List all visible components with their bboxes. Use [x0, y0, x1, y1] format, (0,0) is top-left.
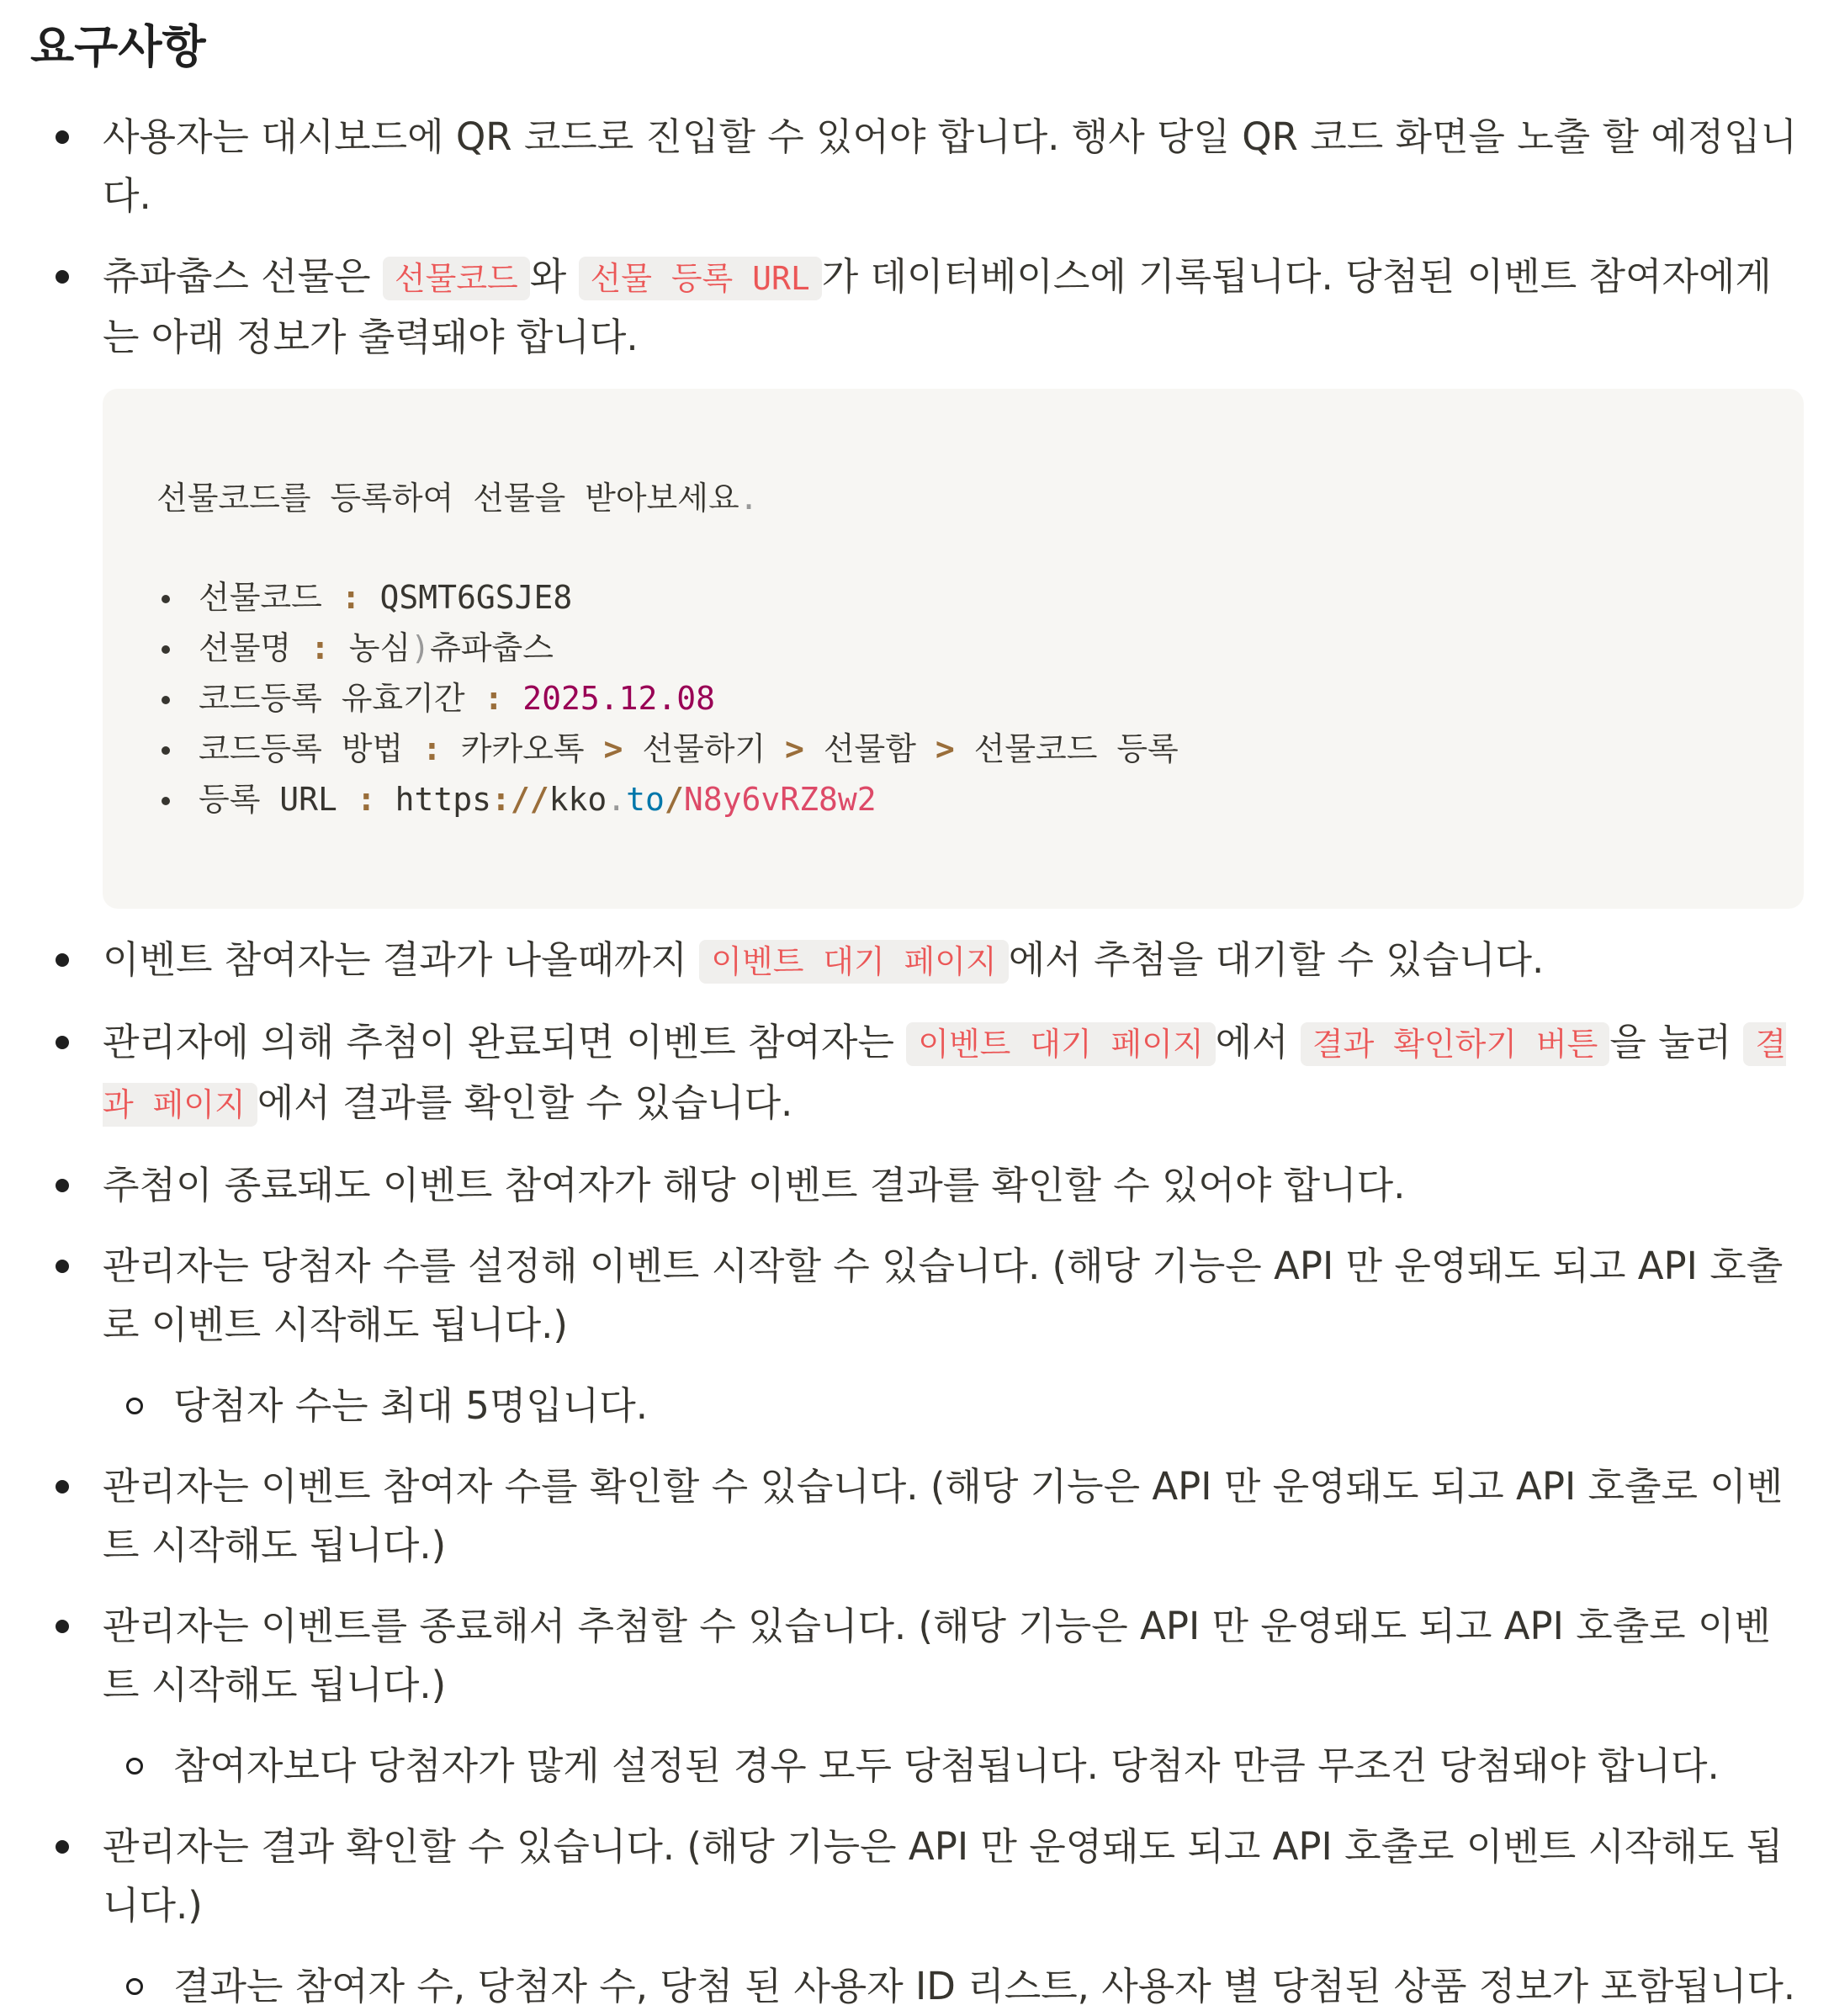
- inline-code: 선물 등록 URL: [579, 257, 822, 300]
- item-text: 에서 결과를 확인할 수 있습니다.: [257, 1080, 793, 1125]
- code-intro-line: 선물코드를 등록하여 선물을 받아보세요.: [156, 480, 759, 517]
- inline-code: 결과 페이지: [103, 1022, 1786, 1127]
- bullet-icon: [56, 1480, 69, 1493]
- bullet-icon: [162, 797, 170, 805]
- item-text: 츄파춥스 선물은: [103, 254, 383, 299]
- inline-code: 결과 확인하기 버튼: [1301, 1022, 1609, 1066]
- code-list-item: 선물명 : 농심)츄파춥스: [156, 623, 1750, 673]
- bullet-icon: [56, 1179, 69, 1192]
- list-item: [30, 1817, 1804, 1935]
- bullet-icon: [56, 1260, 69, 1273]
- code-list-item: 등록 URL : https://kko.to/N8y6vRZ8w2: [156, 774, 1750, 825]
- inline-code: 이벤트 대기 페이지: [699, 940, 1008, 984]
- bullet-icon: [162, 746, 170, 755]
- bullet-icon: [162, 696, 170, 704]
- code-list-item: 코드등록 방법 : 카카오톡 > 선물하기 > 선물함 > 선물코드 등록: [156, 724, 1750, 774]
- code-list-item: 코드등록 유효기간 : 2025.12.08: [156, 673, 1750, 724]
- sub-list-item: [30, 1957, 1804, 2016]
- item-text: 관리자는 당첨자 수를 설정해 이벤트 시작할 수 있습니다. (해당 기능은 API 만 운영돼도 되고 API 호출로 이벤트 시작해도 됩니다.): [103, 1244, 1784, 1347]
- item-text: 에서 추첨을 대기할 수 있습니다.: [1008, 937, 1545, 982]
- sub-list-item: [30, 1737, 1804, 1796]
- item-text: 가 데이터베이스에 기록됩니다. 당첨된 이벤트 참여자에게는 아래 정보가 출력돼야 합니다.: [103, 254, 1772, 359]
- bullet-icon: [162, 645, 170, 654]
- list-item: [30, 1457, 1804, 1575]
- hollow-bullet-icon: [126, 1978, 143, 1995]
- code-list: [156, 572, 1750, 825]
- item-text: 와: [529, 254, 579, 299]
- item-text: 이벤트 참여자는 결과가 나올때까지: [103, 937, 700, 982]
- hollow-bullet-icon: [126, 1758, 143, 1775]
- item-text: 에서: [1215, 1020, 1301, 1064]
- bullet-icon: [56, 953, 69, 967]
- bullet-icon: [56, 130, 69, 144]
- bullet-icon: [56, 1840, 69, 1854]
- bullet-icon: [56, 270, 69, 284]
- item-text: 결과는 참여자 수, 당첨자 수, 당첨 된 사용자 ID 리스트, 사용자 별 당첨된 상품 정보가 포함됩니다.: [173, 1964, 1796, 2008]
- item-text: 을 눌러: [1609, 1020, 1744, 1064]
- list-item: [30, 1597, 1804, 1715]
- list-item: [30, 247, 1804, 909]
- hollow-bullet-icon: [126, 1398, 143, 1414]
- list-item: [30, 1156, 1804, 1215]
- list-item: [30, 1013, 1804, 1134]
- item-text: 참여자보다 당첨자가 많게 설정된 경우 모두 당첨됩니다. 당첨자 만큼 무조건 당첨돼야 합니다.: [173, 1743, 1720, 1788]
- inline-code: 선물코드: [383, 257, 530, 300]
- inline-code: 이벤트 대기 페이지: [906, 1022, 1215, 1066]
- item-text: 관리자는 이벤트를 종료해서 추첨할 수 있습니다. (해당 기능은 API 만 운영돼도 되고 API 호출로 이벤트 시작해도 됩니다.): [103, 1604, 1771, 1707]
- item-text: 추첨이 종료돼도 이벤트 참여자가 해당 이벤트 결과를 확인할 수 있어야 합니다.: [103, 1163, 1406, 1207]
- sub-list-item: [30, 1377, 1804, 1435]
- bullet-icon: [56, 1620, 69, 1633]
- item-text: 사용자는 대시보드에 QR 코드로 진입할 수 있어야 합니다. 행사 당일 QR 코드 화면을 노출 할 예정입니다.: [103, 114, 1798, 218]
- item-text: 당첨자 수는 최대 5명입니다.: [173, 1383, 649, 1428]
- bullet-icon: [162, 595, 170, 603]
- item-text: 관리자는 결과 확인할 수 있습니다. (해당 기능은 API 만 운영돼도 되고 API 호출로 이벤트 시작해도 됩니다.): [103, 1824, 1784, 1928]
- requirements-list: [30, 108, 1804, 2016]
- item-text: 관리자에 의해 추첨이 완료되면 이벤트 참여자는: [103, 1020, 907, 1064]
- code-block[interactable]: [103, 389, 1804, 909]
- list-item: [30, 108, 1804, 225]
- code-list-item: 선물코드 : QSMT6GSJE8: [156, 572, 1750, 623]
- section-heading: 요구사항: [30, 20, 206, 73]
- item-text: 관리자는 이벤트 참여자 수를 확인할 수 있습니다. (해당 기능은 API 만 운영돼도 되고 API 호출로 이벤트 시작해도 됩니다.): [103, 1464, 1784, 1568]
- list-item: [30, 931, 1804, 991]
- bullet-icon: [56, 1036, 69, 1049]
- list-item: [30, 1237, 1804, 1355]
